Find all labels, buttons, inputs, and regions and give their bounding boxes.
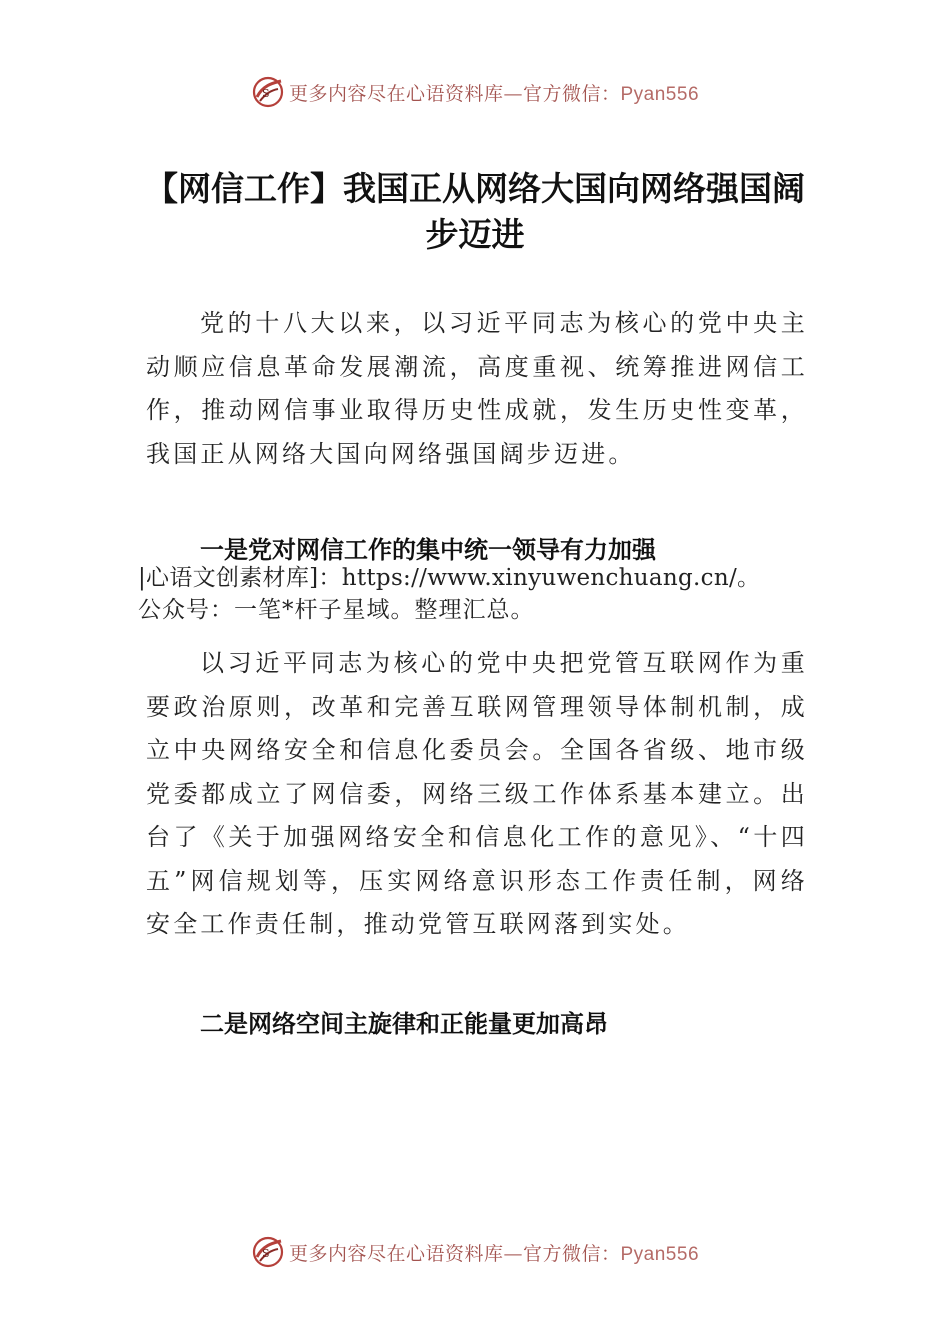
header-banner: [0, 72, 950, 112]
section-heading-1: 一是党对网信工作的集中统一领导有力加强: [200, 536, 656, 564]
section-heading-2: 二是网络空间主旋律和正能量更加高昂: [200, 1010, 608, 1038]
banner-separator: —: [503, 82, 523, 105]
svg-text:S: S: [261, 87, 270, 100]
banner-wechat-id: Pyan556: [620, 1243, 700, 1265]
watermark-line-2: 公众号：一笔*杆子星域。整理汇总。: [138, 597, 535, 623]
banner-separator: —: [503, 1242, 523, 1265]
banner-wechat-label: 官方微信：: [522, 82, 621, 105]
document-title: 【网信工作】我国正从网络大国向网络强国阔步迈进: [145, 169, 805, 254]
banner-brand: 更多内容尽在心语资料库: [288, 82, 504, 105]
seal-logo-icon: [251, 75, 285, 109]
footer-banner: [0, 1232, 950, 1272]
paragraph-section-1: 以习近平同志为核心的党中央把党管互联网作为重要政治原则，改革和完善互联网管理领导体制机制，成立中央网络安全和信息化委员会。全国各省级、地市级党委都成立了网信委，网络三级工作体系基本建立。出台了《关于加强网络安全和信息化工作的意见》、“十四五”网信规划等，压实网络意识形态工作责任制，网络安全工作责任制，推动党管互联网落到实处。: [146, 649, 808, 938]
banner-wechat-id: Pyan556: [620, 83, 700, 105]
banner-wechat-label: 官方微信：: [522, 1242, 621, 1265]
watermark-line-1: |心语文创素材库]：https://www.xinyuwenchuang.cn/。: [138, 565, 761, 591]
paragraph-intro: 党的十八大以来，以习近平同志为核心的党中央主动顺应信息革命发展潮流，高度重视、统筹推进网信工作，推动网信事业取得历史性成就，发生历史性变革，我国正从网络大国向网络强国阔步迈进。: [146, 309, 808, 468]
banner-text: [289, 1239, 699, 1266]
banner-brand: 更多内容尽在心语资料库: [288, 1242, 504, 1265]
svg-text:S: S: [261, 1247, 270, 1260]
seal-logo-icon: [251, 1235, 285, 1269]
banner-text: [289, 79, 699, 106]
